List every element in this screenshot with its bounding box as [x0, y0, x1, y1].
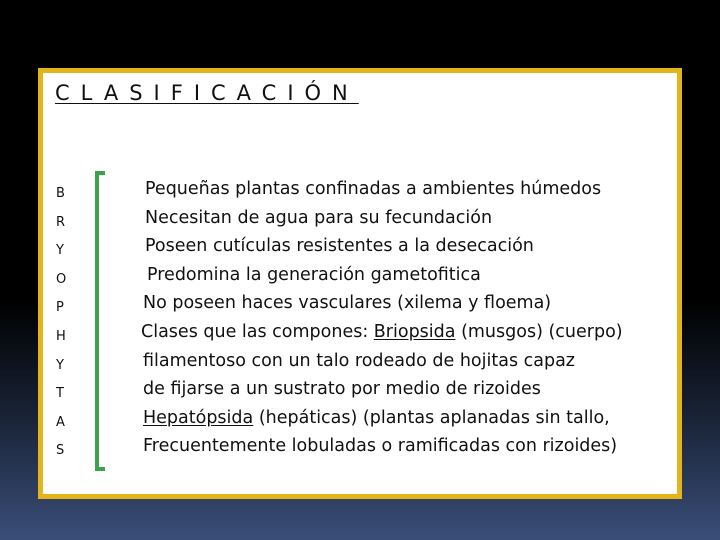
bullet-line [103, 404, 663, 433]
bullet-line [103, 204, 663, 233]
slide-panel [43, 73, 677, 494]
line-text: Pequeñas plantas confinadas a ambientes húmedos [145, 179, 602, 199]
side-letter: S [56, 443, 65, 459]
bullet-lines [103, 175, 663, 461]
side-letter: T [56, 386, 64, 402]
bullet-line [103, 347, 663, 376]
line-text: Poseen cutículas resistentes a la desecación [145, 236, 534, 257]
underlined-term: Briopsida [373, 321, 456, 342]
line-text: Necesitan de agua para su fecundación [145, 207, 493, 228]
line-text: Clases que las compones: [141, 321, 374, 342]
slide-title: CLASIFICACIÓN [55, 81, 359, 105]
side-letter: H [56, 328, 66, 344]
line-text: Frecuentemente lobuladas o ramificadas con rizoides) [143, 436, 618, 457]
side-letter: P [56, 300, 64, 316]
side-letter: Y [56, 357, 64, 373]
bullet-line [103, 261, 663, 290]
side-letter: R [56, 214, 66, 230]
line-text: No poseen haces vasculares (xilema y floema) [143, 293, 552, 314]
bullet-line [103, 175, 663, 204]
bullet-line [103, 232, 663, 261]
side-letter: B [56, 186, 65, 201]
slide-frame [38, 68, 682, 499]
bullet-line [103, 375, 663, 404]
underlined-term: Hepatópsida [143, 407, 254, 428]
side-letter: A [56, 414, 65, 430]
bullet-line [103, 318, 663, 347]
bullet-line [103, 432, 663, 461]
line-text: de fijarse a un sustrato por medio de rizoides [143, 379, 541, 400]
bullet-line [103, 289, 663, 318]
side-letter: O [56, 271, 67, 287]
line-text: Predomina la generación gametofitica [147, 264, 481, 285]
side-letters [56, 180, 72, 466]
line-text: (musgos) (cuerpo) [455, 321, 623, 342]
line-text: (hepáticas) (plantas aplanadas sin tallo, [253, 407, 610, 428]
side-letter: Y [56, 243, 64, 259]
line-text: filamentoso con un talo rodeado de hojitas capaz [143, 350, 575, 371]
